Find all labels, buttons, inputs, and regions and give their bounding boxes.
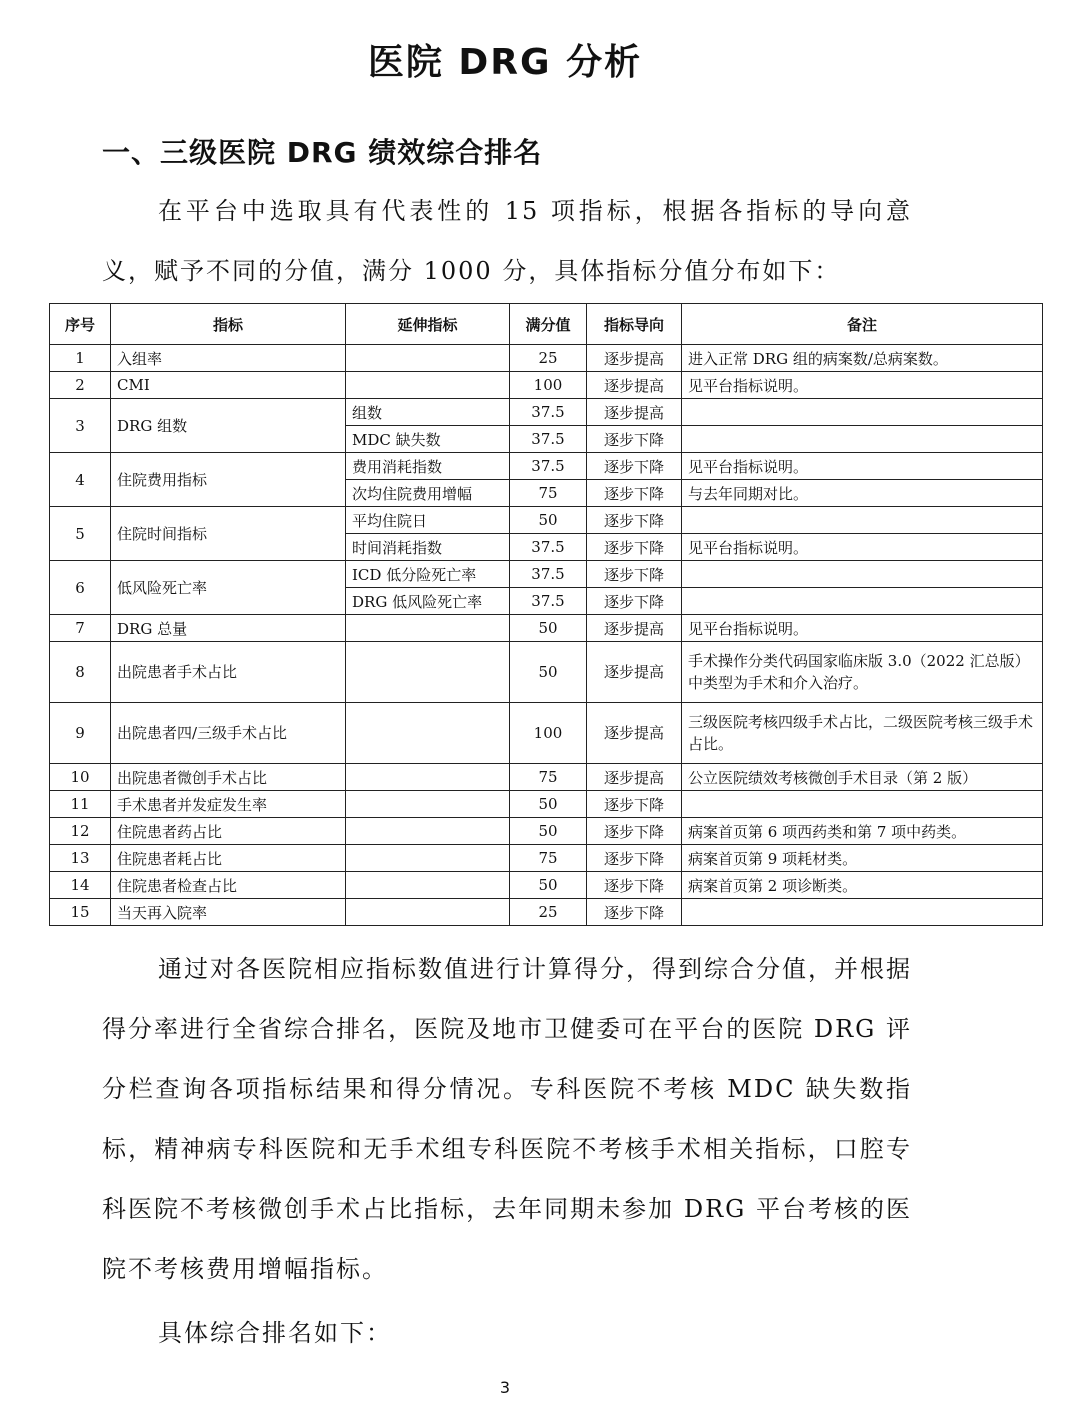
- cell-full-score: 25: [510, 345, 587, 372]
- table-row: [50, 345, 1043, 372]
- cell-no: 10: [50, 764, 111, 791]
- cell-full-score: 50: [510, 615, 587, 642]
- cell-remark: 病案首页第 9 项耗材类。: [682, 845, 1043, 872]
- cell-direction: 逐步下降: [587, 818, 682, 845]
- cell-direction: 逐步下降: [587, 561, 682, 588]
- table-header-row: [50, 304, 1043, 345]
- cell-direction: 逐步提高: [587, 764, 682, 791]
- intro-paragraph: 在平台中选取具有代表性的 15 项指标，根据各指标的导向意义，赋予不同的分值，满分 1000 分，具体指标分值分布如下：: [102, 197, 912, 285]
- cell-full-score: 100: [510, 703, 587, 764]
- cell-remark: [682, 791, 1043, 818]
- page-title: 医院 DRG 分析: [367, 42, 643, 83]
- cell-direction: 逐步下降: [587, 426, 682, 453]
- cell-direction: 逐步提高: [587, 703, 682, 764]
- cell-indicator: 住院费用指标: [111, 453, 346, 507]
- cell-no: 4: [50, 453, 111, 507]
- cell-indicator: 住院患者检查占比: [111, 872, 346, 899]
- cell-remark: 见平台指标说明。: [682, 615, 1043, 642]
- cell-remark: 病案首页第 6 项西药类和第 7 项中药类。: [682, 818, 1043, 845]
- indicator-table: [49, 303, 1043, 926]
- cell-direction: 逐步下降: [587, 453, 682, 480]
- cell-full-score: 50: [510, 507, 587, 534]
- cell-indicator: 手术患者并发症发生率: [111, 791, 346, 818]
- cell-full-score: 50: [510, 872, 587, 899]
- table-row: [50, 818, 1043, 845]
- cell-no: 11: [50, 791, 111, 818]
- cell-extended-indicator: [346, 764, 510, 791]
- cell-remark: 病案首页第 2 项诊断类。: [682, 872, 1043, 899]
- cell-full-score: 37.5: [510, 426, 587, 453]
- cell-indicator: 出院患者微创手术占比: [111, 764, 346, 791]
- cell-extended-indicator: [346, 872, 510, 899]
- table-row: [50, 791, 1043, 818]
- cell-indicator: 出院患者手术占比: [111, 642, 346, 703]
- cell-remark: [682, 561, 1043, 588]
- cell-remark: [682, 426, 1043, 453]
- cell-indicator: DRG 组数: [111, 399, 346, 453]
- cell-remark: 手术操作分类代码国家临床版 3.0（2022 汇总版）中类型为手术和介入治疗。: [682, 642, 1043, 703]
- cell-no: 12: [50, 818, 111, 845]
- cell-no: 7: [50, 615, 111, 642]
- table-row: [50, 453, 1043, 480]
- cell-extended-indicator: DRG 低风险死亡率: [346, 588, 510, 615]
- header-indicator: 指标: [111, 304, 346, 345]
- cell-indicator: 低风险死亡率: [111, 561, 346, 615]
- cell-remark: [682, 899, 1043, 926]
- cell-direction: 逐步下降: [587, 791, 682, 818]
- section-heading: 一、三级医院 DRG 绩效综合排名: [102, 136, 543, 169]
- cell-extended-indicator: MDC 缺失数: [346, 426, 510, 453]
- table-row: [50, 507, 1043, 534]
- cell-extended-indicator: [346, 845, 510, 872]
- cell-no: 13: [50, 845, 111, 872]
- cell-extended-indicator: 平均住院日: [346, 507, 510, 534]
- cell-no: 5: [50, 507, 111, 561]
- cell-direction: 逐步提高: [587, 615, 682, 642]
- cell-direction: 逐步提高: [587, 642, 682, 703]
- cell-direction: 逐步下降: [587, 588, 682, 615]
- page-number: 3: [499, 1378, 511, 1397]
- cell-remark: 见平台指标说明。: [682, 534, 1043, 561]
- cell-full-score: 75: [510, 764, 587, 791]
- cell-direction: 逐步下降: [587, 507, 682, 534]
- cell-extended-indicator: [346, 372, 510, 399]
- cell-direction: 逐步提高: [587, 345, 682, 372]
- cell-extended-indicator: [346, 818, 510, 845]
- cell-extended-indicator: 组数: [346, 399, 510, 426]
- cell-no: 3: [50, 399, 111, 453]
- cell-no: 8: [50, 642, 111, 703]
- cell-direction: 逐步下降: [587, 872, 682, 899]
- cell-extended-indicator: 次均住院费用增幅: [346, 480, 510, 507]
- table-row: [50, 399, 1043, 426]
- header-extended-indicator: 延伸指标: [346, 304, 510, 345]
- ranking-method-paragraph: 通过对各医院相应指标数值进行计算得分，得到综合分值，并根据得分率进行全省综合排名，医院及地市卫健委可在平台的医院 DRG 评分栏查询各项指标结果和得分情况。专科医院不考核 MDC 缺失数指标，精神病专科医院和无手术组专科医院不考核手术相关指标，口腔专科医院不考核微创手术占比指标，去年同期未参加 DRG 平台考核的医院不考核费用增幅指标。: [102, 955, 912, 1283]
- cell-full-score: 75: [510, 480, 587, 507]
- cell-no: 9: [50, 703, 111, 764]
- cell-full-score: 100: [510, 372, 587, 399]
- table-row: [50, 872, 1043, 899]
- cell-full-score: 37.5: [510, 534, 587, 561]
- cell-remark: [682, 588, 1043, 615]
- cell-full-score: 37.5: [510, 453, 587, 480]
- cell-full-score: 25: [510, 899, 587, 926]
- cell-no: 15: [50, 899, 111, 926]
- cell-full-score: 50: [510, 791, 587, 818]
- cell-no: 1: [50, 345, 111, 372]
- cell-full-score: 50: [510, 818, 587, 845]
- cell-indicator: 出院患者四/三级手术占比: [111, 703, 346, 764]
- header-direction: 指标导向: [587, 304, 682, 345]
- table-row: [50, 372, 1043, 399]
- cell-remark: 见平台指标说明。: [682, 372, 1043, 399]
- table-row: [50, 899, 1043, 926]
- table-row: [50, 845, 1043, 872]
- cell-extended-indicator: 时间消耗指数: [346, 534, 510, 561]
- header-full-score: 满分值: [510, 304, 587, 345]
- cell-extended-indicator: [346, 642, 510, 703]
- cell-no: 6: [50, 561, 111, 615]
- table-row: [50, 703, 1043, 764]
- cell-full-score: 37.5: [510, 588, 587, 615]
- cell-extended-indicator: [346, 791, 510, 818]
- cell-extended-indicator: 费用消耗指数: [346, 453, 510, 480]
- cell-extended-indicator: ICD 低分险死亡率: [346, 561, 510, 588]
- cell-direction: 逐步下降: [587, 845, 682, 872]
- cell-direction: 逐步下降: [587, 534, 682, 561]
- cell-extended-indicator: [346, 703, 510, 764]
- cell-indicator: DRG 总量: [111, 615, 346, 642]
- ranking-intro-paragraph: 具体综合排名如下：: [158, 1319, 392, 1347]
- table-row: [50, 764, 1043, 791]
- cell-direction: 逐步提高: [587, 372, 682, 399]
- cell-direction: 逐步下降: [587, 480, 682, 507]
- cell-full-score: 75: [510, 845, 587, 872]
- header-no: 序号: [50, 304, 111, 345]
- cell-extended-indicator: [346, 615, 510, 642]
- cell-full-score: 37.5: [510, 561, 587, 588]
- cell-indicator: 入组率: [111, 345, 346, 372]
- cell-remark: [682, 507, 1043, 534]
- cell-remark: [682, 399, 1043, 426]
- cell-full-score: 50: [510, 642, 587, 703]
- table-row: [50, 642, 1043, 703]
- cell-indicator: 当天再入院率: [111, 899, 346, 926]
- table-row: [50, 615, 1043, 642]
- cell-extended-indicator: [346, 345, 510, 372]
- cell-extended-indicator: [346, 899, 510, 926]
- cell-remark: 公立医院绩效考核微创手术目录（第 2 版）: [682, 764, 1043, 791]
- cell-remark: 见平台指标说明。: [682, 453, 1043, 480]
- cell-direction: 逐步下降: [587, 899, 682, 926]
- cell-indicator: 住院时间指标: [111, 507, 346, 561]
- cell-remark: 与去年同期对比。: [682, 480, 1043, 507]
- cell-indicator: CMI: [111, 372, 346, 399]
- cell-direction: 逐步提高: [587, 399, 682, 426]
- cell-remark: 三级医院考核四级手术占比，二级医院考核三级手术占比。: [682, 703, 1043, 764]
- cell-indicator: 住院患者药占比: [111, 818, 346, 845]
- header-remark: 备注: [682, 304, 1043, 345]
- cell-remark: 进入正常 DRG 组的病案数/总病案数。: [682, 345, 1043, 372]
- cell-indicator: 住院患者耗占比: [111, 845, 346, 872]
- table-row: [50, 561, 1043, 588]
- cell-full-score: 37.5: [510, 399, 587, 426]
- cell-no: 14: [50, 872, 111, 899]
- cell-no: 2: [50, 372, 111, 399]
